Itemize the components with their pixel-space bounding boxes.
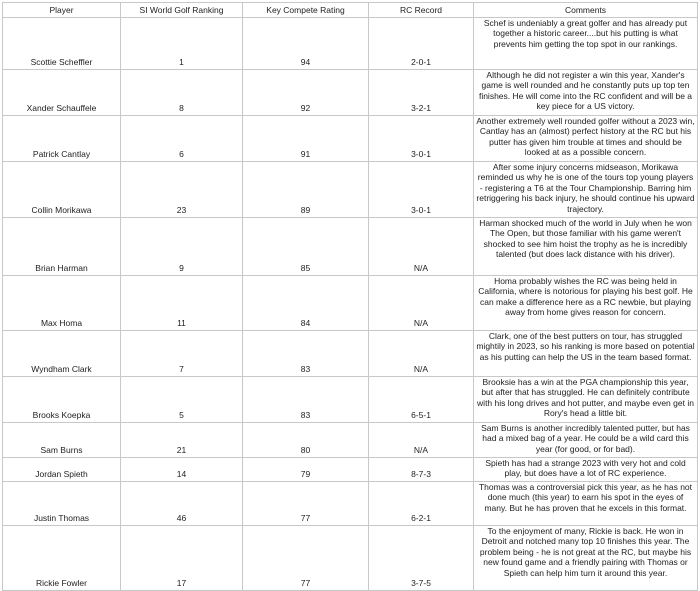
record-cell: 3-0-1 — [369, 116, 474, 162]
comment-cell: Brooksie has a win at the PGA championship this year, but after that has struggled. He can definitely contribute with his long drives and hot putter, and maybe even get in Rory's head a little bit. — [474, 377, 698, 423]
comment-cell: Although he did not register a win this year, Xander's game is well rounded and he constantly puts up top ten finishes. He will come into the RC confident and will be a key piece for a US victory. — [474, 70, 698, 116]
player-name: Collin Morikawa — [3, 162, 121, 218]
ranking-cell: 17 — [121, 526, 243, 591]
header-rating: Key Compete Rating — [243, 3, 369, 18]
player-name: Rickie Fowler — [3, 526, 121, 591]
comment-cell: Homa probably wishes the RC was being held in California, where is notorious for playing his best golf. He can make a difference here as a RC newbie, but playing away from home gives reason for concern. — [474, 276, 698, 331]
rating-cell: 92 — [243, 70, 369, 116]
ranking-cell: 7 — [121, 331, 243, 377]
record-cell: 8-7-3 — [369, 458, 474, 482]
player-name: Patrick Cantlay — [3, 116, 121, 162]
ranking-cell: 9 — [121, 218, 243, 276]
rating-cell: 94 — [243, 18, 369, 70]
comment-cell: Another extremely well rounded golfer without a 2023 win, Cantlay has an (almost) perfect history at the RC but his putter has given him trouble at times and should be looked at as a possible concern. — [474, 116, 698, 162]
record-cell: N/A — [369, 331, 474, 377]
ranking-cell: 23 — [121, 162, 243, 218]
ranking-cell: 21 — [121, 423, 243, 458]
table-row — [3, 331, 698, 377]
record-cell: 3-0-1 — [369, 162, 474, 218]
player-name: Max Homa — [3, 276, 121, 331]
ranking-cell: 1 — [121, 18, 243, 70]
player-name: Xander Schauffele — [3, 70, 121, 116]
player-name: Jordan Spieth — [3, 458, 121, 482]
table-row — [3, 218, 698, 276]
record-cell: N/A — [369, 423, 474, 458]
record-cell: 3-7-5 — [369, 526, 474, 591]
header-player: Player — [3, 3, 121, 18]
player-name: Justin Thomas — [3, 482, 121, 526]
table-row — [3, 526, 698, 591]
ranking-cell: 8 — [121, 70, 243, 116]
record-cell: N/A — [369, 276, 474, 331]
header-comments: Comments — [474, 3, 698, 18]
table-row — [3, 377, 698, 423]
header-record: RC Record — [369, 3, 474, 18]
table-row — [3, 482, 698, 526]
header-ranking: SI World Golf Ranking — [121, 3, 243, 18]
rating-cell: 84 — [243, 276, 369, 331]
table-row — [3, 18, 698, 70]
rating-cell: 89 — [243, 162, 369, 218]
rating-cell: 85 — [243, 218, 369, 276]
comment-cell: To the enjoyment of many, Rickie is back. He won in Detroit and notched many top 10 finishes this year. The problem being - he is not great at the RC, but maybe his new found game and a friendly pairing with Thomas or Spieth can help him turn it around this year. — [474, 526, 698, 591]
ranking-cell: 14 — [121, 458, 243, 482]
table-row — [3, 458, 698, 482]
comment-cell: Schef is undeniably a great golfer and has already put together a historic career....but his putting is what prevents him getting the top spot in our rankings. — [474, 18, 698, 70]
record-cell: 6-5-1 — [369, 377, 474, 423]
comment-cell: After some injury concerns midseason, Morikawa reminded us why he is one of the tours top young players - registering a T6 at the Tour Championship. Barring him retriggering his back injury, he should continue his upward trajectory. — [474, 162, 698, 218]
record-cell: 2-0-1 — [369, 18, 474, 70]
ranking-cell: 6 — [121, 116, 243, 162]
record-cell: 3-2-1 — [369, 70, 474, 116]
comment-cell: Spieth has had a strange 2023 with very hot and cold play, but does have a lot of RC experience. — [474, 458, 698, 482]
record-cell: N/A — [369, 218, 474, 276]
record-cell: 6-2-1 — [369, 482, 474, 526]
rating-cell: 91 — [243, 116, 369, 162]
rating-cell: 77 — [243, 482, 369, 526]
rating-cell: 80 — [243, 423, 369, 458]
table-row — [3, 423, 698, 458]
player-name: Brooks Koepka — [3, 377, 121, 423]
ranking-cell: 5 — [121, 377, 243, 423]
comment-cell: Clark, one of the best putters on tour, has struggled mightily in 2023, so his ranking is more based on potential as his putting can help the US in the team based format. — [474, 331, 698, 377]
table-row — [3, 70, 698, 116]
rating-cell: 83 — [243, 377, 369, 423]
ranking-cell: 11 — [121, 276, 243, 331]
comment-cell: Sam Burns is another incredibly talented putter, but has had a mixed bag of a year. He could be a wild card this year (for good, or for bad). — [474, 423, 698, 458]
player-name: Wyndham Clark — [3, 331, 121, 377]
player-name: Scottie Scheffler — [3, 18, 121, 70]
comment-cell: Thomas was a controversial pick this year, as he has not done much (this year) to earn his spot in the eyes of many. But he has proven that he excels in this format. — [474, 482, 698, 526]
table-row — [3, 162, 698, 218]
rating-cell: 83 — [243, 331, 369, 377]
comment-cell: Harman shocked much of the world in July when he won The Open, but those familiar with his game weren't shocked to see him hoist the trophy as he is incredibly talented (but does lack distance with his driver). — [474, 218, 698, 276]
player-name: Sam Burns — [3, 423, 121, 458]
rankings-table — [2, 2, 698, 591]
table-row — [3, 116, 698, 162]
player-name: Brian Harman — [3, 218, 121, 276]
rating-cell: 77 — [243, 526, 369, 591]
ranking-cell: 46 — [121, 482, 243, 526]
table-row — [3, 276, 698, 331]
header-row — [3, 3, 698, 18]
rating-cell: 79 — [243, 458, 369, 482]
